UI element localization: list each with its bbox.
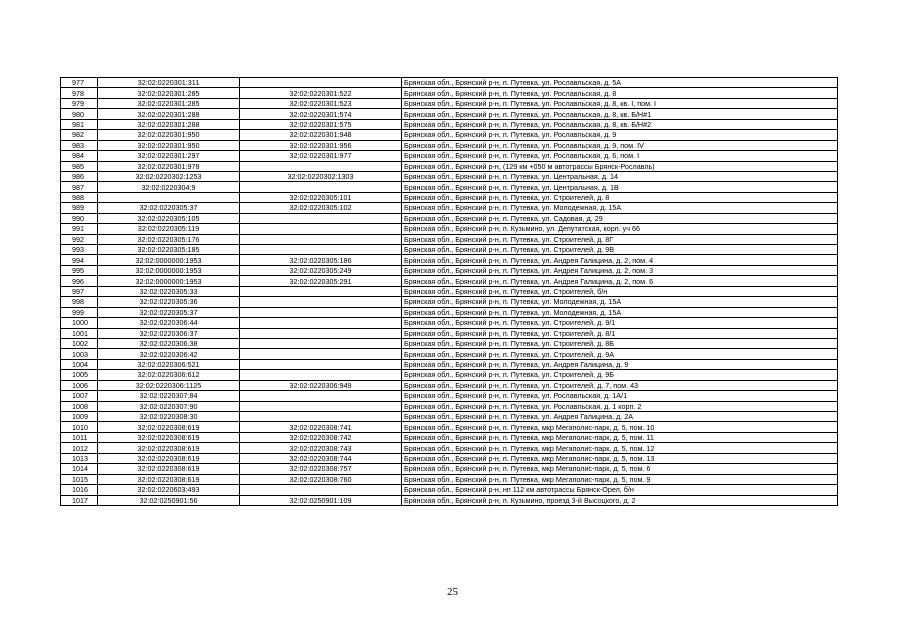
address-cell: Брянская обл., Брянский р-н, п. Путевка, мкр Мегаполис-парк, д. 5, пом. 6 bbox=[402, 464, 838, 474]
table-row bbox=[61, 474, 838, 484]
table-row bbox=[61, 286, 838, 296]
address-cell: Брянская обл., Брянский р-н, п. Путевка, ул. Молодежная, д. 15А bbox=[402, 307, 838, 317]
row-number-cell: 1010 bbox=[61, 422, 98, 432]
building-cadastral-number-cell: 32:02:0250901:109 bbox=[240, 495, 402, 505]
table-row bbox=[61, 338, 838, 348]
building-cadastral-number-cell bbox=[240, 307, 402, 317]
land-cadastral-number-cell: 32:02:0220306:38 bbox=[98, 338, 240, 348]
row-number-cell: 988 bbox=[61, 192, 98, 202]
address-cell: Брянская обл., Брянский р-н, п. Путевка, ул. Рославльская, д. 1 корп. 2 bbox=[402, 401, 838, 411]
table-row bbox=[61, 464, 838, 474]
address-cell: Брянская обл., Брянский р-н, п. Путевка, ул. Строителей, д. 8/1 bbox=[402, 328, 838, 338]
building-cadastral-number-cell: 32:02:0220305:249 bbox=[240, 265, 402, 275]
address-cell: Брянская обл., Брянский р-н, п. Путевка, ул. Рославльская, д. 8, кв. Б/Н#1 bbox=[402, 109, 838, 119]
row-number-cell: 1004 bbox=[61, 359, 98, 369]
building-cadastral-number-cell: 32:02:0220308:757 bbox=[240, 464, 402, 474]
table-row bbox=[61, 182, 838, 192]
table-row bbox=[61, 380, 838, 390]
row-number-cell: 995 bbox=[61, 265, 98, 275]
row-number-cell: 1005 bbox=[61, 370, 98, 380]
building-cadastral-number-cell: 32:02:0220308:742 bbox=[240, 432, 402, 442]
address-cell: Брянская обл., Брянский р-н, п. Путевка, ул. Андрея Галицина, д. 2, пом. 3 bbox=[402, 265, 838, 275]
table-row bbox=[61, 391, 838, 401]
table-row bbox=[61, 432, 838, 442]
building-cadastral-number-cell: 32:02:0220308:760 bbox=[240, 474, 402, 484]
table-row bbox=[61, 443, 838, 453]
address-cell: Брянская обл., Брянский р-н, п. Путевка, ул. Молодежная, д. 15А bbox=[402, 203, 838, 213]
address-cell: Брянская обл., Брянский р-н, п. Кузьмино, проезд 3-й Высоцкого, д. 2 bbox=[402, 495, 838, 505]
address-cell: Брянская обл., Брянский р-н, п. Путевка, ул. Рославльская, д. 9 bbox=[402, 130, 838, 140]
land-cadastral-number-cell: 32:02:0220603:493 bbox=[98, 485, 240, 495]
table-row bbox=[61, 109, 838, 119]
row-number-cell: 1006 bbox=[61, 380, 98, 390]
row-number-cell: 992 bbox=[61, 234, 98, 244]
building-cadastral-number-cell: 32:02:0220305:101 bbox=[240, 192, 402, 202]
row-number-cell: 1016 bbox=[61, 485, 98, 495]
building-cadastral-number-cell bbox=[240, 182, 402, 192]
table-row bbox=[61, 140, 838, 150]
building-cadastral-number-cell bbox=[240, 245, 402, 255]
building-cadastral-number-cell: 32:02:0220301:523 bbox=[240, 98, 402, 108]
building-cadastral-number-cell: 32:02:0220301:522 bbox=[240, 88, 402, 98]
building-cadastral-number-cell bbox=[240, 349, 402, 359]
building-cadastral-number-cell: 32:02:0220305:186 bbox=[240, 255, 402, 265]
address-cell: Брянская обл., Брянский р-н, п. Путевка, ул. Строителей, д. 9Б bbox=[402, 370, 838, 380]
table-row bbox=[61, 401, 838, 411]
table-row bbox=[61, 171, 838, 181]
land-cadastral-number-cell: 32:02:0220308:619 bbox=[98, 464, 240, 474]
land-cadastral-number-cell: 32:02:0220306:612 bbox=[98, 370, 240, 380]
row-number-cell: 1017 bbox=[61, 495, 98, 505]
address-cell: Брянская обл., Брянский р-н, п. Путевка, ул. Рославльская, д. 8 bbox=[402, 88, 838, 98]
row-number-cell: 1008 bbox=[61, 401, 98, 411]
address-cell: Брянская обл., Брянский р-н, п. Путевка, мкр Мегаполис-парк, д. 5, пом. 12 bbox=[402, 443, 838, 453]
table-row bbox=[61, 78, 838, 88]
building-cadastral-number-cell bbox=[240, 78, 402, 88]
land-cadastral-number-cell: 32:02:0220308:619 bbox=[98, 432, 240, 442]
table-row bbox=[61, 265, 838, 275]
table-row bbox=[61, 297, 838, 307]
table-row bbox=[61, 412, 838, 422]
row-number-cell: 1015 bbox=[61, 474, 98, 484]
row-number-cell: 978 bbox=[61, 88, 98, 98]
address-cell: Брянская обл., Брянский р-н, п. Путевка, ул. Молодежная, д. 15А bbox=[402, 297, 838, 307]
row-number-cell: 981 bbox=[61, 119, 98, 129]
building-cadastral-number-cell bbox=[240, 359, 402, 369]
address-cell: Брянская обл., Брянский р-н, п. Путевка, ул. Строителей, д. 8 bbox=[402, 192, 838, 202]
address-cell: Брянская обл., Брянский р-н, п. Путевка, ул. Строителей, д. 9В bbox=[402, 245, 838, 255]
land-cadastral-number-cell: 32:02:0220301:978 bbox=[98, 161, 240, 171]
land-cadastral-number-cell: 32:02:0220301:297 bbox=[98, 151, 240, 161]
address-cell: Брянская обл., Брянский р-н, (129 км +050 м автотрассы Брянск-Рославль) bbox=[402, 161, 838, 171]
row-number-cell: 990 bbox=[61, 213, 98, 223]
row-number-cell: 985 bbox=[61, 161, 98, 171]
land-cadastral-number-cell: 32:02:0220301:288 bbox=[98, 119, 240, 129]
address-cell: Брянская обл., Брянский р-н, п. Путевка, ул. Рославльская, д. 5А bbox=[402, 78, 838, 88]
table-row bbox=[61, 213, 838, 223]
land-cadastral-number-cell: 32:02:0220301:288 bbox=[98, 109, 240, 119]
building-cadastral-number-cell: 32:02:0220308:741 bbox=[240, 422, 402, 432]
building-cadastral-number-cell bbox=[240, 485, 402, 495]
land-cadastral-number-cell: 32:02:0220306:1125 bbox=[98, 380, 240, 390]
table-row bbox=[61, 422, 838, 432]
table-row bbox=[61, 349, 838, 359]
address-cell: Брянская обл., Брянский р-н, п. Путевка, ул. Строителей, д. 8Б bbox=[402, 338, 838, 348]
table-row bbox=[61, 119, 838, 129]
address-cell: Брянская обл., Брянский р-н, п. Путевка, ул. Строителей, д. 9А bbox=[402, 349, 838, 359]
row-number-cell: 1012 bbox=[61, 443, 98, 453]
building-cadastral-number-cell bbox=[240, 286, 402, 296]
row-number-cell: 989 bbox=[61, 203, 98, 213]
table-row bbox=[61, 130, 838, 140]
row-number-cell: 996 bbox=[61, 276, 98, 286]
building-cadastral-number-cell bbox=[240, 213, 402, 223]
row-number-cell: 991 bbox=[61, 224, 98, 234]
row-number-cell: 1003 bbox=[61, 349, 98, 359]
row-number-cell: 997 bbox=[61, 286, 98, 296]
land-cadastral-number-cell: 32:02:0220305:105 bbox=[98, 213, 240, 223]
row-number-cell: 1014 bbox=[61, 464, 98, 474]
address-cell: Брянская обл., Брянский р-н, п. Путевка, ул. Строителей, д. 8Г bbox=[402, 234, 838, 244]
row-number-cell: 1007 bbox=[61, 391, 98, 401]
row-number-cell: 984 bbox=[61, 151, 98, 161]
table-row bbox=[61, 359, 838, 369]
building-cadastral-number-cell: 32:02:0220305:102 bbox=[240, 203, 402, 213]
row-number-cell: 983 bbox=[61, 140, 98, 150]
address-cell: Брянская обл., Брянский р-н, п. Путевка, ул. Андрея Галицина, д. 9 bbox=[402, 359, 838, 369]
page-number: 25 bbox=[447, 586, 458, 598]
building-cadastral-number-cell: 32:02:0220301:977 bbox=[240, 151, 402, 161]
building-cadastral-number-cell bbox=[240, 328, 402, 338]
table-row bbox=[61, 485, 838, 495]
address-cell: Брянская обл., Брянский р-н, нп 112 км автотрассы Брянск-Орел, б/н bbox=[402, 485, 838, 495]
table-row bbox=[61, 370, 838, 380]
table-row bbox=[61, 88, 838, 98]
land-cadastral-number-cell: 32:02:0220306:521 bbox=[98, 359, 240, 369]
table-row bbox=[61, 151, 838, 161]
table-row bbox=[61, 192, 838, 202]
address-cell: Брянская обл., Брянский р-н, п. Путевка, ул. Рославльская, д. 8, кв. I, пом. I bbox=[402, 98, 838, 108]
land-cadastral-number-cell: 32:02:0220305:176 bbox=[98, 234, 240, 244]
table-row bbox=[61, 245, 838, 255]
row-number-cell: 1001 bbox=[61, 328, 98, 338]
building-cadastral-number-cell bbox=[240, 412, 402, 422]
building-cadastral-number-cell bbox=[240, 234, 402, 244]
row-number-cell: 1009 bbox=[61, 412, 98, 422]
land-cadastral-number-cell: 32:02:0220301:285 bbox=[98, 98, 240, 108]
building-cadastral-number-cell bbox=[240, 297, 402, 307]
land-cadastral-number-cell: 32:02:0220308:30 bbox=[98, 412, 240, 422]
table-row bbox=[61, 276, 838, 286]
row-number-cell: 999 bbox=[61, 307, 98, 317]
land-cadastral-number-cell: 32:02:0220301:285 bbox=[98, 88, 240, 98]
address-cell: Брянская обл., Брянский р-н, п. Путевка, мкр Мегаполис-парк, д. 5, пом. 11 bbox=[402, 432, 838, 442]
row-number-cell: 1013 bbox=[61, 453, 98, 463]
land-cadastral-number-cell: 32:02:0220305:37 bbox=[98, 307, 240, 317]
building-cadastral-number-cell bbox=[240, 370, 402, 380]
land-cadastral-number-cell bbox=[98, 192, 240, 202]
row-number-cell: 980 bbox=[61, 109, 98, 119]
table-row bbox=[61, 453, 838, 463]
land-cadastral-number-cell: 32:02:0220306:44 bbox=[98, 318, 240, 328]
building-cadastral-number-cell: 32:02:0220301:575 bbox=[240, 119, 402, 129]
table-row bbox=[61, 318, 838, 328]
row-number-cell: 987 bbox=[61, 182, 98, 192]
address-cell: Брянская обл., Брянский р-н, п. Путевка, ул. Садовая, д. 29 bbox=[402, 213, 838, 223]
land-cadastral-number-cell: 32:02:0000000:1953 bbox=[98, 265, 240, 275]
address-cell: Брянская обл., Брянский р-н, п. Путевка, ул. Андрея Галицина, д. 2А bbox=[402, 412, 838, 422]
address-cell: Брянская обл., Брянский р-н, п. Путевка, ул. Строителей, д. 7, пом. 43 bbox=[402, 380, 838, 390]
land-cadastral-number-cell: 32:02:0220305:119 bbox=[98, 224, 240, 234]
row-number-cell: 977 bbox=[61, 78, 98, 88]
row-number-cell: 982 bbox=[61, 130, 98, 140]
table-row bbox=[61, 203, 838, 213]
land-cadastral-number-cell: 32:02:0220307:90 bbox=[98, 401, 240, 411]
row-number-cell: 986 bbox=[61, 171, 98, 181]
address-cell: Брянская обл., Брянский р-н, п. Путевка, мкр Мегаполис-парк, д. 5, пом. 13 bbox=[402, 453, 838, 463]
building-cadastral-number-cell bbox=[240, 401, 402, 411]
land-cadastral-number-cell: 32:02:0220301:950 bbox=[98, 140, 240, 150]
address-cell: Брянская обл., Брянский р-н, п. Кузьмино, ул. Депутатская, корп. уч 66 bbox=[402, 224, 838, 234]
address-cell: Брянская обл., Брянский р-н, п. Путевка, ул. Андрея Галицина, д. 2, пом. 4 bbox=[402, 255, 838, 265]
land-cadastral-number-cell: 32:02:0220308:619 bbox=[98, 422, 240, 432]
land-cadastral-number-cell: 32:02:0220301:950 bbox=[98, 130, 240, 140]
building-cadastral-number-cell: 32:02:0220301:948 bbox=[240, 130, 402, 140]
building-cadastral-number-cell: 32:02:0220306:949 bbox=[240, 380, 402, 390]
land-cadastral-number-cell: 32:02:0220304:9 bbox=[98, 182, 240, 192]
building-cadastral-number-cell bbox=[240, 161, 402, 171]
land-cadastral-number-cell: 32:02:0000000:1953 bbox=[98, 255, 240, 265]
table-row bbox=[61, 328, 838, 338]
land-cadastral-number-cell: 32:02:0220308:619 bbox=[98, 453, 240, 463]
address-cell: Брянская обл., Брянский р-н, п. Путевка, ул. Рославльская, д. 6, пом. I bbox=[402, 151, 838, 161]
address-cell: Брянская обл., Брянский р-н, п. Путевка, ул. Рославльская, д. 8, кв. Б/Н#2 bbox=[402, 119, 838, 129]
land-cadastral-number-cell: 32:02:0220301:311 bbox=[98, 78, 240, 88]
address-cell: Брянская обл., Брянский р-н, п. Путевка, ул. Строителей, б/н bbox=[402, 286, 838, 296]
address-cell: Брянская обл., Брянский р-н, п. Путевка, мкр Мегаполис-парк, д. 5, пом. 9 bbox=[402, 474, 838, 484]
land-cadastral-number-cell: 32:02:0220305:185 bbox=[98, 245, 240, 255]
land-cadastral-number-cell: 32:02:0220302:1253 bbox=[98, 171, 240, 181]
row-number-cell: 1000 bbox=[61, 318, 98, 328]
building-cadastral-number-cell: 32:02:0220302:1303 bbox=[240, 171, 402, 181]
building-cadastral-number-cell bbox=[240, 391, 402, 401]
address-cell: Брянская обл., Брянский р-н, п. Путевка, мкр Мегаполис-парк, д. 5, пом. 10 bbox=[402, 422, 838, 432]
table-row bbox=[61, 98, 838, 108]
row-number-cell: 994 bbox=[61, 255, 98, 265]
row-number-cell: 1011 bbox=[61, 432, 98, 442]
table-row bbox=[61, 224, 838, 234]
table-row bbox=[61, 495, 838, 505]
table-row bbox=[61, 234, 838, 244]
building-cadastral-number-cell: 32:02:0220308:744 bbox=[240, 453, 402, 463]
cadastral-table-body bbox=[61, 78, 838, 506]
building-cadastral-number-cell: 32:02:0220305:291 bbox=[240, 276, 402, 286]
table-row bbox=[61, 307, 838, 317]
land-cadastral-number-cell: 32:02:0220305:33 bbox=[98, 286, 240, 296]
land-cadastral-number-cell: 32:02:0220308:619 bbox=[98, 474, 240, 484]
row-number-cell: 998 bbox=[61, 297, 98, 307]
cadastral-table bbox=[60, 77, 838, 506]
building-cadastral-number-cell bbox=[240, 224, 402, 234]
address-cell: Брянская обл., Брянский р-н, п. Путевка, ул. Строителей, д. 9/1 bbox=[402, 318, 838, 328]
land-cadastral-number-cell: 32:02:0250901:56 bbox=[98, 495, 240, 505]
land-cadastral-number-cell: 32:02:0220305:36 bbox=[98, 297, 240, 307]
land-cadastral-number-cell: 32:02:0220307:84 bbox=[98, 391, 240, 401]
building-cadastral-number-cell: 32:02:0220301:956 bbox=[240, 140, 402, 150]
row-number-cell: 979 bbox=[61, 98, 98, 108]
address-cell: Брянская обл., Брянский р-н, п. Путевка, ул. Андрея Галицина, д. 2, пом. 6 bbox=[402, 276, 838, 286]
table-row bbox=[61, 255, 838, 265]
land-cadastral-number-cell: 32:02:0000000:1953 bbox=[98, 276, 240, 286]
row-number-cell: 1002 bbox=[61, 338, 98, 348]
building-cadastral-number-cell bbox=[240, 318, 402, 328]
row-number-cell: 993 bbox=[61, 245, 98, 255]
land-cadastral-number-cell: 32:02:0220306:42 bbox=[98, 349, 240, 359]
building-cadastral-number-cell bbox=[240, 338, 402, 348]
table-row bbox=[61, 161, 838, 171]
building-cadastral-number-cell: 32:02:0220308:743 bbox=[240, 443, 402, 453]
address-cell: Брянская обл., Брянский р-н, п. Путевка, ул. Рославльская, д. 9, пом. IV bbox=[402, 140, 838, 150]
land-cadastral-number-cell: 32:02:0220308:619 bbox=[98, 443, 240, 453]
land-cadastral-number-cell: 32:02:0220305:37 bbox=[98, 203, 240, 213]
land-cadastral-number-cell: 32:02:0220306:37 bbox=[98, 328, 240, 338]
address-cell: Брянская обл., Брянский р-н, п. Путевка, ул. Центральная, д. 1В bbox=[402, 182, 838, 192]
building-cadastral-number-cell: 32:02:0220301:574 bbox=[240, 109, 402, 119]
address-cell: Брянская обл., Брянский р-н, п. Путевка, ул. Рославльская, д. 1А/1 bbox=[402, 391, 838, 401]
address-cell: Брянская обл., Брянский р-н, п. Путевка, ул. Центральная, д. 14 bbox=[402, 171, 838, 181]
